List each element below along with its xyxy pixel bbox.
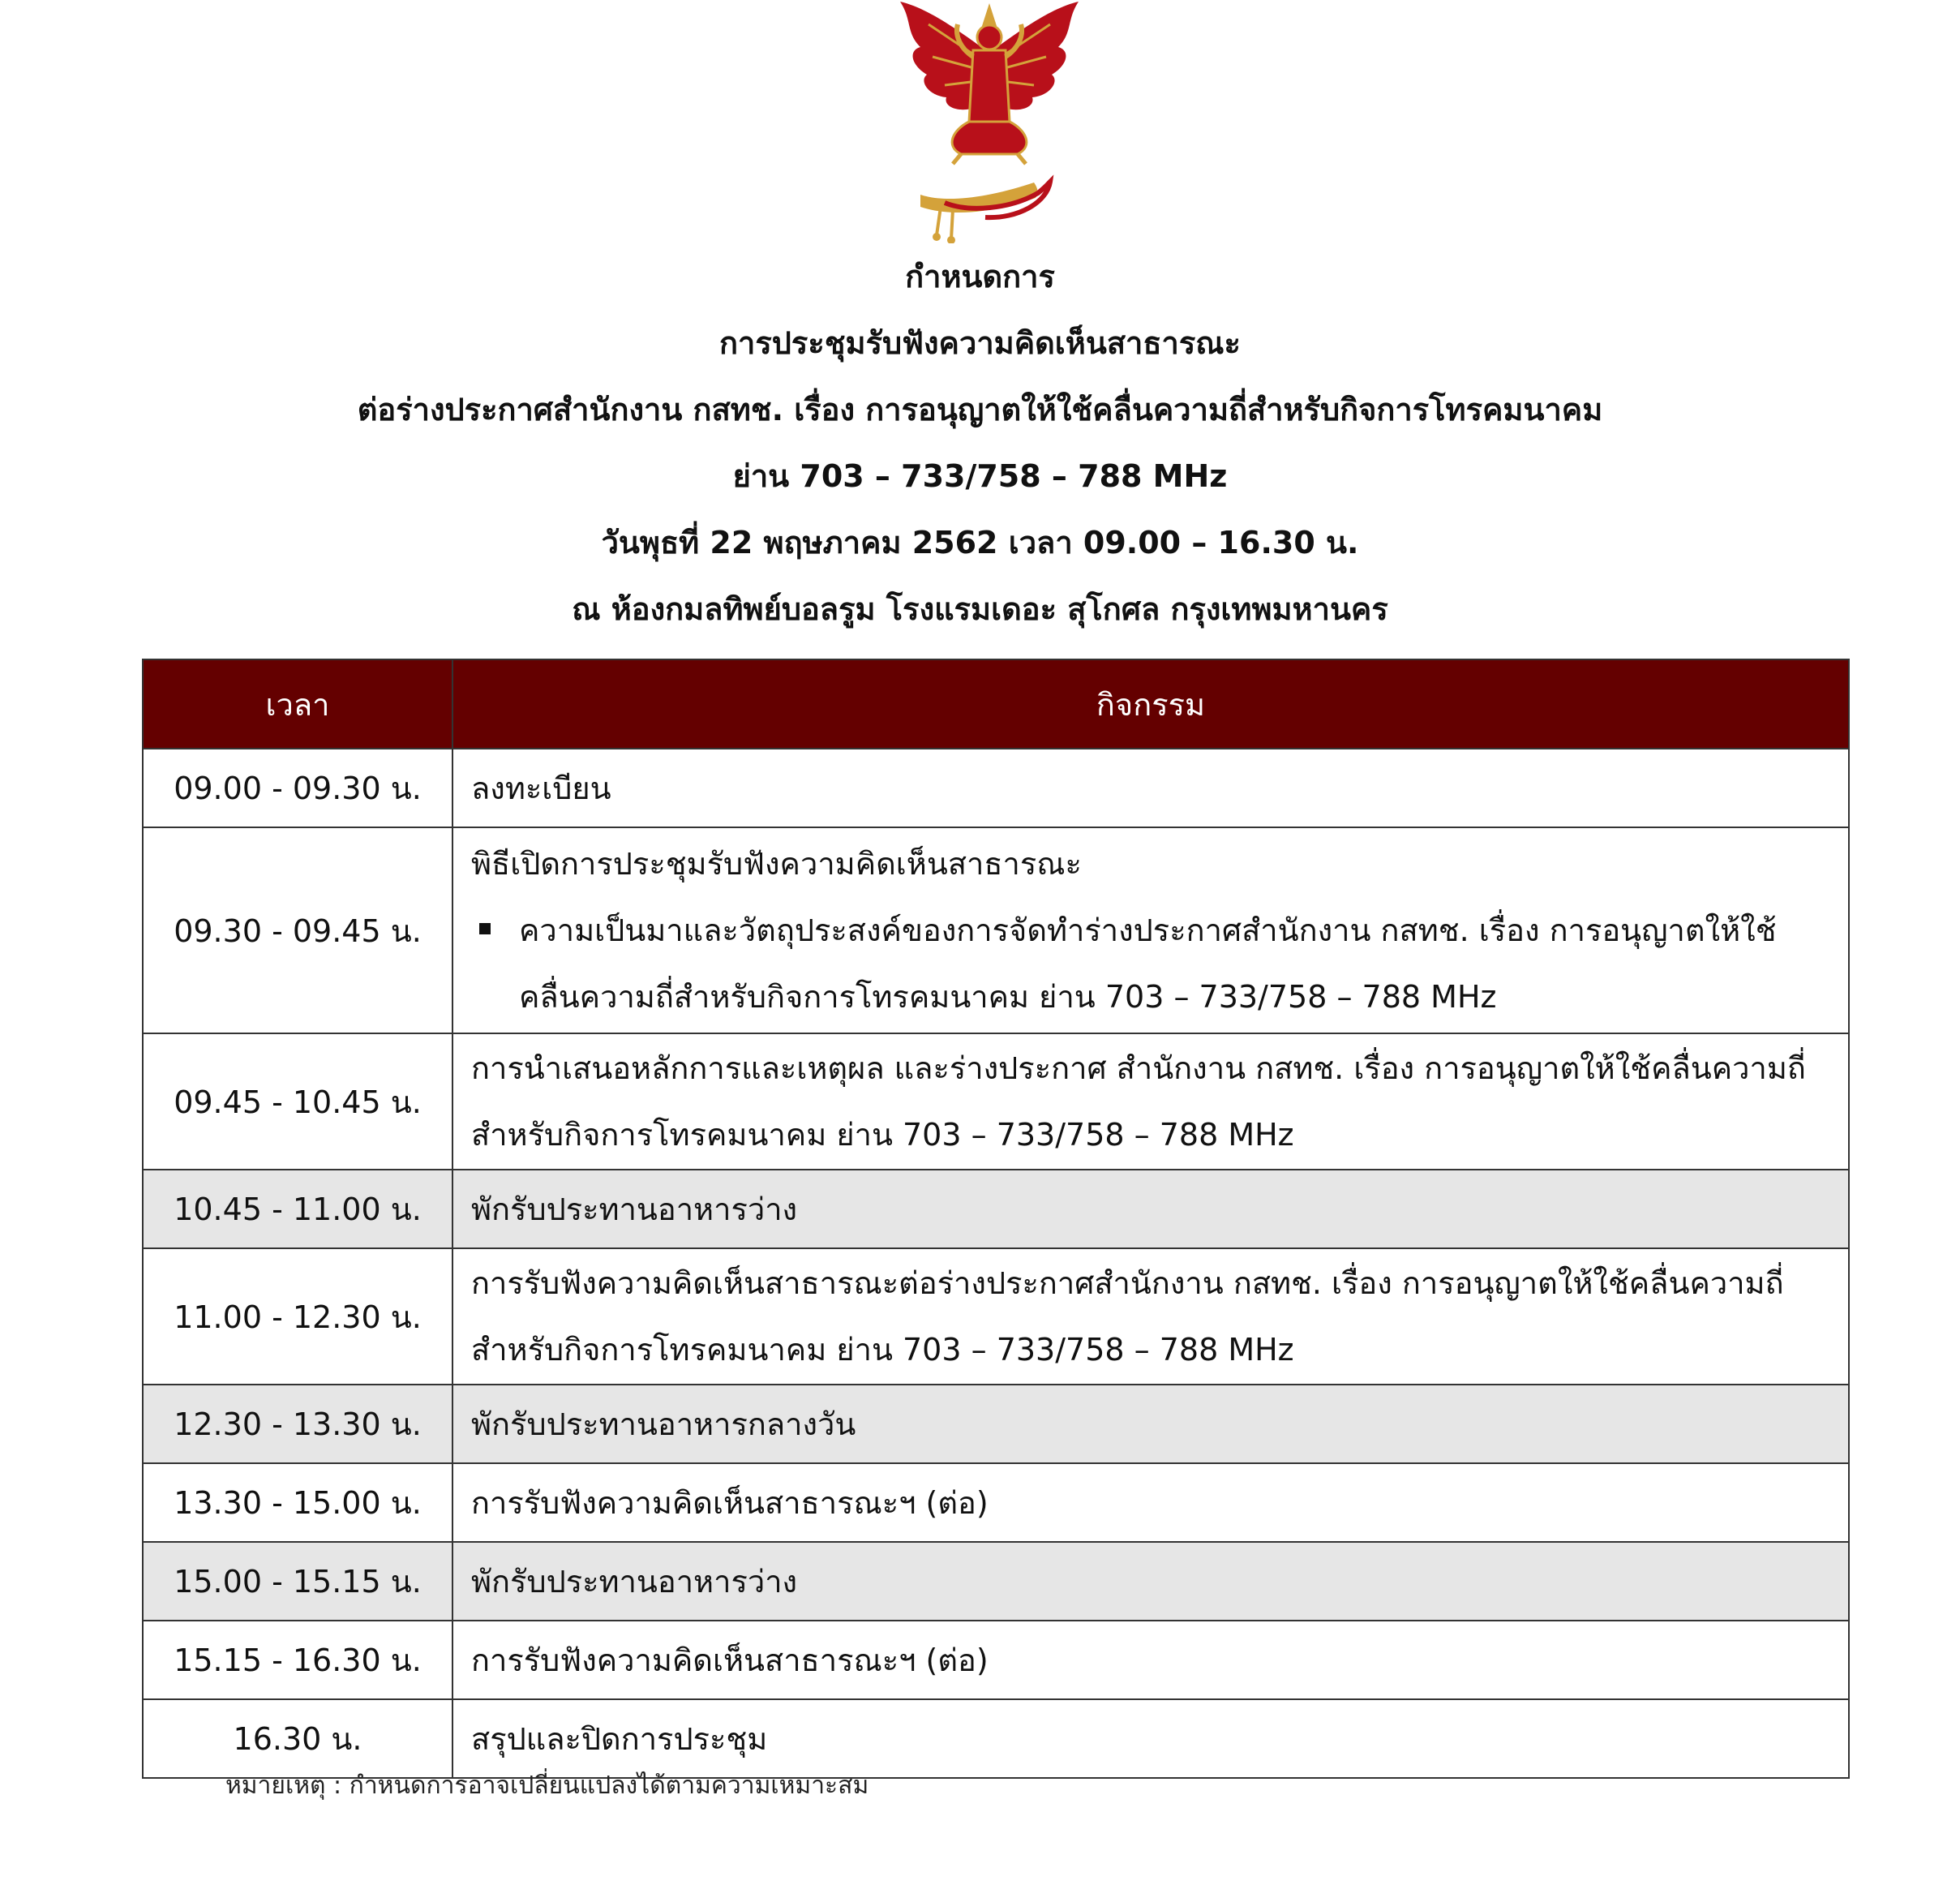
activity-cell: สรุปและปิดการประชุม	[452, 1699, 1849, 1778]
table-row	[143, 827, 1849, 1033]
heading-venue: ณ ห้องกมลทิพย์บอลรูม โรงแรมเดอะ สุโกศล กรุงเทพมหานคร	[572, 591, 1388, 627]
table-row	[143, 1170, 1849, 1248]
activity-cell: พักรับประทานอาหารกลางวัน	[452, 1385, 1849, 1463]
bullet-item	[471, 897, 1830, 1030]
activity-cell: การรับฟังความคิดเห็นสาธารณะฯ (ต่อ)	[452, 1463, 1849, 1542]
heading-date: วันพุธที่ 22 พฤษภาคม 2562 เวลา 09.00 – 16.30 น.	[601, 525, 1359, 560]
footnote: หมายเหตุ : กำหนดการอาจเปลี่ยนแปลงได้ตามความเหมาะสม	[225, 1771, 869, 1800]
time-cell: 12.30 - 13.30 น.	[143, 1385, 452, 1463]
table-header-row	[143, 659, 1849, 749]
table-row	[143, 1542, 1849, 1621]
table-row	[143, 1033, 1849, 1170]
garuda-emblem-icon	[896, 0, 1083, 243]
time-cell: 15.00 - 15.15 น.	[143, 1542, 452, 1621]
table-row	[143, 1463, 1849, 1542]
table-row	[143, 1248, 1849, 1385]
table-row	[143, 1385, 1849, 1463]
activity-text: พิธีเปิดการประชุมรับฟังความคิดเห็นสาธารณะ	[471, 846, 1082, 882]
activity-cell: การรับฟังความคิดเห็นสาธารณะต่อร่างประกาศสำนักงาน กสทช. เรื่อง การอนุญาตให้ใช้คลื่นความถี่สำหรับกิจการโทรคมนาคม ย่าน 703 – 733/758 – 788 MHz	[452, 1248, 1849, 1385]
time-cell: 10.45 - 11.00 น.	[143, 1170, 452, 1248]
agenda-table	[142, 659, 1850, 1779]
heading-band: ย่าน 703 – 733/758 – 788 MHz	[732, 458, 1228, 494]
time-cell: 15.15 - 16.30 น.	[143, 1621, 452, 1699]
activity-cell: พักรับประทานอาหารว่าง	[452, 1542, 1849, 1621]
bullet-text: ความเป็นมาและวัตถุประสงค์ของการจัดทำร่างประกาศสำนักงาน กสทช. เรื่อง การอนุญาตให้ใช้คลื่นความถี่สำหรับกิจการโทรคมนาคม ย่าน 703 – 733/758 – 788 MHz	[519, 912, 1777, 1015]
activity-cell	[452, 827, 1849, 1033]
time-cell: 11.00 - 12.30 น.	[143, 1248, 452, 1385]
column-header-activity: กิจกรรม	[452, 659, 1849, 749]
time-cell: 16.30 น.	[143, 1699, 452, 1778]
time-cell: 13.30 - 15.00 น.	[143, 1463, 452, 1542]
time-cell: 09.00 - 09.30 น.	[143, 749, 452, 827]
activity-cell: การนำเสนอหลักการและเหตุผล และร่างประกาศ สำนักงาน กสทช. เรื่อง การอนุญาตให้ใช้คลื่นความถี่สำหรับกิจการโทรคมนาคม ย่าน 703 – 733/758 – 788 MHz	[452, 1033, 1849, 1170]
square-bullet-icon	[479, 923, 491, 934]
heading-title: กำหนดการ	[905, 259, 1055, 294]
activity-cell: ลงทะเบียน	[452, 749, 1849, 827]
time-cell: 09.45 - 10.45 น.	[143, 1033, 452, 1170]
activity-cell: พักรับประทานอาหารว่าง	[452, 1170, 1849, 1248]
column-header-time: เวลา	[143, 659, 452, 749]
heading-meeting: การประชุมรับฟังความคิดเห็นสาธารณะ	[719, 325, 1241, 361]
activity-cell: การรับฟังความคิดเห็นสาธารณะฯ (ต่อ)	[452, 1621, 1849, 1699]
table-row	[143, 1621, 1849, 1699]
time-cell: 09.30 - 09.45 น.	[143, 827, 452, 1033]
heading-subject: ต่อร่างประกาศสำนักงาน กสทช. เรื่อง การอนุญาตให้ใช้คลื่นความถี่สำหรับกิจการโทรคมนาคม	[357, 392, 1603, 427]
table-row	[143, 749, 1849, 827]
document-heading	[0, 243, 1960, 642]
